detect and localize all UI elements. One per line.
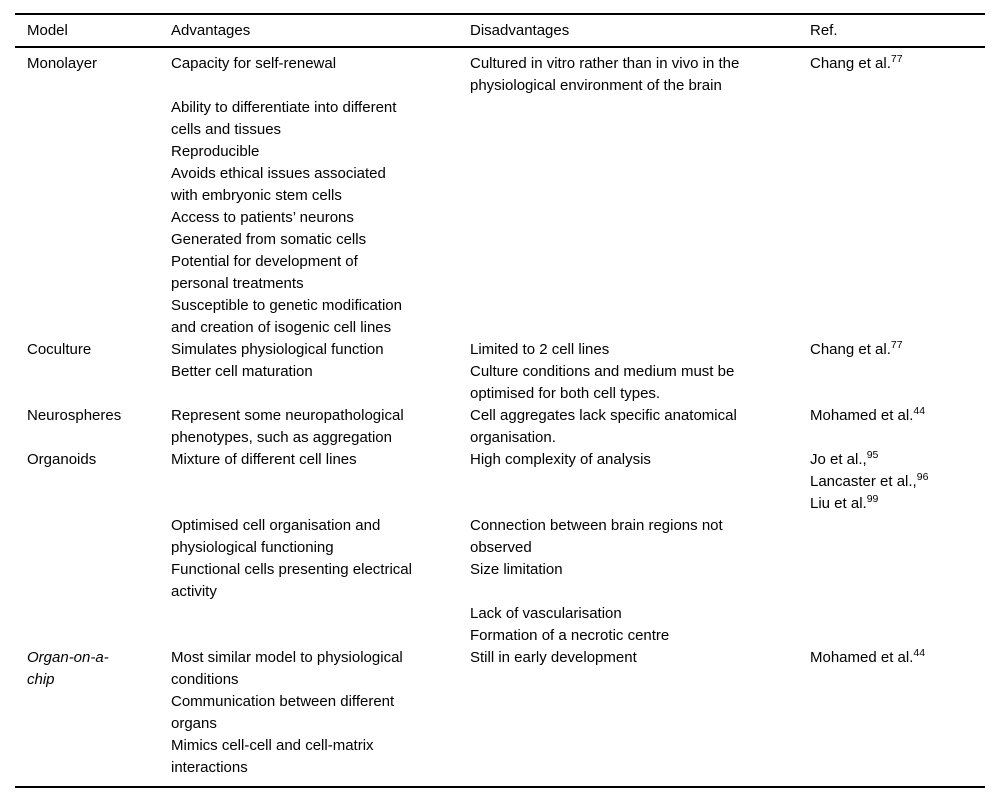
disadvantages-cell	[470, 141, 810, 163]
disadvantages-cell	[470, 339, 810, 361]
advantages-cell	[171, 647, 470, 691]
advantages-cell	[171, 339, 470, 361]
ref-cell	[810, 207, 985, 229]
advantages-cell	[171, 141, 470, 163]
model-cell	[15, 141, 171, 163]
ref-cell	[810, 625, 985, 647]
model-cell	[15, 53, 171, 97]
advantages-cell	[171, 515, 470, 559]
advantages-cell	[171, 449, 470, 515]
model-cell	[15, 559, 171, 603]
column-header-advantages: Advantages	[171, 21, 251, 39]
advantages-cell	[171, 735, 470, 779]
advantages-cell	[171, 559, 470, 603]
disadvantages-cell	[470, 603, 810, 625]
text-line: Lack of vascularisation	[470, 605, 622, 622]
text-line: cells and tissues	[171, 121, 282, 138]
text-line: Most similar model to physiological	[171, 649, 403, 666]
text-line: Generated from somatic cells	[171, 231, 367, 248]
text-line: Organ-on-a-	[27, 649, 109, 666]
disadvantages-cell	[470, 515, 810, 559]
text-line: Still in early development	[470, 649, 637, 666]
text-line: organisation.	[470, 429, 556, 446]
model-cell	[15, 603, 171, 625]
citation: Lancaster et al.,$^{96}$	[810, 471, 929, 490]
text-line: phenotypes, such as aggregation	[171, 429, 392, 446]
disadvantages-cell	[470, 361, 810, 405]
text-line: Limited to 2 cell lines	[470, 341, 610, 358]
advantages-cell	[171, 361, 470, 405]
ref-cell	[810, 735, 985, 779]
advantages-cell	[171, 405, 470, 449]
text-line: Mixture of different cell lines	[171, 451, 357, 468]
column-header-ref: Ref.	[810, 21, 838, 39]
disadvantages-cell	[470, 449, 810, 515]
model-cell	[15, 625, 171, 647]
text-line: interactions	[171, 759, 248, 776]
disadvantages-cell	[470, 625, 810, 647]
ref-cell	[810, 603, 985, 625]
text-line: Reproducible	[171, 143, 260, 160]
disadvantages-cell	[470, 647, 810, 691]
text-line: Functional cells presenting electrical	[171, 561, 412, 578]
text-line: Represent some neuropathological	[171, 407, 404, 424]
text-line: optimised for both cell types.	[470, 385, 661, 402]
model-cell	[15, 295, 171, 339]
ref-cell	[810, 141, 985, 163]
table-bottom-rule	[15, 786, 985, 788]
text-line: High complexity of analysis	[470, 451, 651, 468]
text-line: chip	[27, 671, 55, 688]
citation: Mohamed et al.$^{44}$	[810, 405, 926, 424]
citation-superscript: 44	[913, 405, 926, 417]
citation: Liu et al.$^{99}$	[810, 493, 879, 512]
advantages-cell	[171, 163, 470, 207]
ref-cell	[810, 163, 985, 207]
ref-cell	[810, 647, 985, 691]
text-line: Susceptible to genetic modification	[171, 297, 402, 314]
text-line: activity	[171, 583, 217, 600]
ref-cell	[810, 295, 985, 339]
ref-cell	[810, 449, 985, 515]
text-line: Cultured in vitro rather than in vivo in the	[470, 55, 740, 72]
model-cell	[15, 735, 171, 779]
column-header-disadvantages: Disadvantages	[470, 21, 570, 39]
text-line: and creation of isogenic cell lines	[171, 319, 392, 336]
advantages-cell	[171, 625, 470, 647]
text-line: Capacity for self-renewal	[171, 55, 337, 72]
disadvantages-cell	[470, 735, 810, 779]
text-line: Neurospheres	[27, 407, 122, 424]
model-cell	[15, 691, 171, 735]
ref-cell	[810, 691, 985, 735]
text-line: observed	[470, 539, 532, 556]
advantages-cell	[171, 251, 470, 295]
text-line: Culture conditions and medium must be	[470, 363, 735, 380]
table-body	[15, 48, 985, 786]
text-line: Coculture	[27, 341, 92, 358]
disadvantages-cell	[470, 229, 810, 251]
model-cell	[15, 163, 171, 207]
model-cell	[15, 449, 171, 515]
advantages-cell	[171, 295, 470, 339]
ref-cell	[810, 229, 985, 251]
table-header-row	[15, 15, 985, 46]
citation-superscript: 95	[866, 449, 879, 461]
column-header-model: Model	[27, 21, 68, 39]
citation: Jo et al.,$^{95}$	[810, 449, 879, 468]
text-line: conditions	[171, 671, 239, 688]
advantages-cell	[171, 691, 470, 735]
text-line: Monolayer	[27, 55, 98, 72]
model-cell	[15, 647, 171, 691]
ref-cell	[810, 515, 985, 559]
text-line: physiological environment of the brain	[470, 77, 722, 94]
text-line: Better cell maturation	[171, 363, 313, 380]
disadvantages-cell	[470, 207, 810, 229]
text-line: Potential for development of	[171, 253, 358, 270]
disadvantages-cell	[470, 53, 810, 97]
paper-table	[15, 13, 985, 788]
disadvantages-cell	[470, 97, 810, 141]
text-line: Avoids ethical issues associated	[171, 165, 386, 182]
ref-cell	[810, 251, 985, 295]
model-cell	[15, 339, 171, 361]
text-line: with embryonic stem cells	[171, 187, 342, 204]
text-line: Connection between brain regions not	[470, 517, 723, 534]
advantages-cell	[171, 97, 470, 141]
disadvantages-cell	[470, 559, 810, 603]
advantages-cell	[171, 53, 470, 97]
disadvantages-cell	[470, 251, 810, 295]
ref-cell	[810, 559, 985, 603]
text-line: organs	[171, 715, 217, 732]
disadvantages-cell	[470, 405, 810, 449]
text-line: Communication between different	[171, 693, 395, 710]
model-cell	[15, 515, 171, 559]
text-line: physiological functioning	[171, 539, 334, 556]
advantages-cell	[171, 229, 470, 251]
model-cell	[15, 251, 171, 295]
text-line: Organoids	[27, 451, 97, 468]
model-cell	[15, 207, 171, 229]
ref-cell	[810, 53, 985, 97]
text-line: Ability to differentiate into different	[171, 99, 397, 116]
disadvantages-cell	[470, 691, 810, 735]
ref-cell	[810, 361, 985, 405]
citation: Mohamed et al.$^{44}$	[810, 647, 926, 666]
advantages-cell	[171, 207, 470, 229]
citation-superscript: 77	[890, 339, 903, 351]
ref-cell	[810, 405, 985, 449]
citation-superscript: 44	[913, 647, 926, 659]
text-line: Cell aggregates lack specific anatomical	[470, 407, 737, 424]
model-cell	[15, 361, 171, 405]
citation: Chang et al.$^{77}$	[810, 339, 903, 358]
text-line: Mimics cell-cell and cell-matrix	[171, 737, 374, 754]
text-line: Optimised cell organisation and	[171, 517, 381, 534]
ref-cell	[810, 339, 985, 361]
citation-superscript: 99	[866, 493, 879, 505]
disadvantages-cell	[470, 163, 810, 207]
model-cell	[15, 405, 171, 449]
text-line: Access to patients’ neurons	[171, 209, 354, 226]
citation-superscript: 77	[890, 53, 903, 65]
model-cell	[15, 229, 171, 251]
text-line: Size limitation	[470, 561, 563, 578]
text-line: Formation of a necrotic centre	[470, 627, 670, 644]
citation: Chang et al.$^{77}$	[810, 53, 903, 72]
ref-cell	[810, 97, 985, 141]
advantages-cell	[171, 603, 470, 625]
model-cell	[15, 97, 171, 141]
citation-superscript: 96	[916, 471, 929, 483]
text-line: personal treatments	[171, 275, 304, 292]
text-line: Simulates physiological function	[171, 341, 384, 358]
disadvantages-cell	[470, 295, 810, 339]
